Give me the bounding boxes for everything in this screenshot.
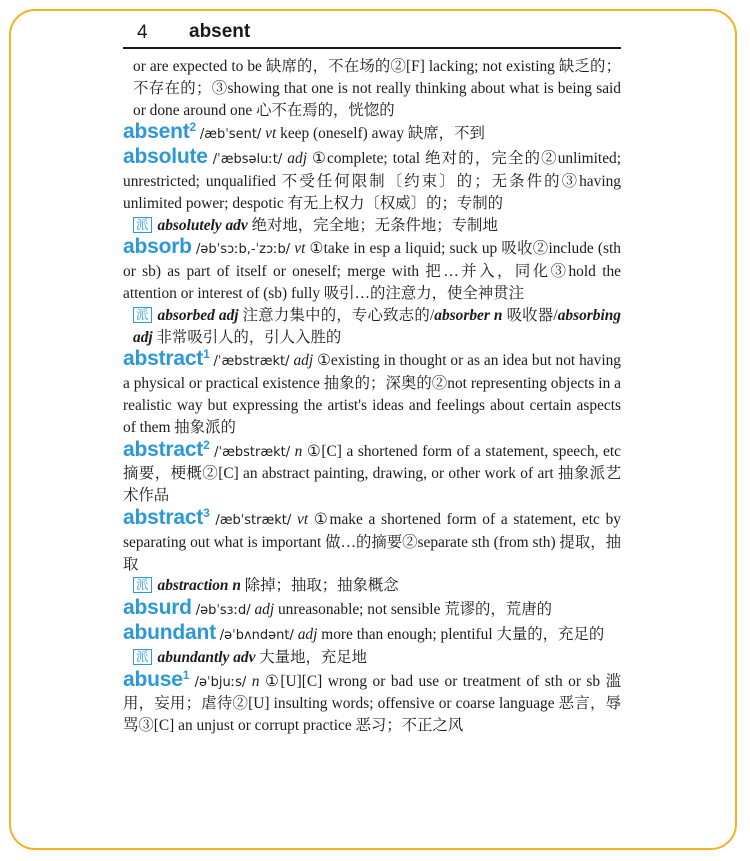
part-of-speech: adj <box>254 601 275 619</box>
definition: ①complete; total 绝对的，完全的②unlimited; unrestricted; unqualified 不受任何限制〔约束〕的；无条件的③having unlimited power; despotic 有无上权力〔权威〕的；专制的 <box>123 150 621 212</box>
derivative-gloss: 除掉；抽取；抽象概念 <box>244 577 399 595</box>
pronunciation: /ˈæbstrækt/ <box>213 354 290 370</box>
entry-abuse1 <box>123 669 621 737</box>
part-of-speech: n <box>251 672 260 690</box>
headword: abstract$^3$ <box>123 505 210 529</box>
definition: more than enough; plentiful 大量的，充足的 <box>321 625 605 643</box>
page-number: 4 <box>137 22 148 43</box>
entry-continuation: or are expected to be 缺席的，不在场的②[F] lacking; not existing 缺乏的；不存在的；③showing that one is not really thinking about what is being said or done around one 心不在焉的，恍惚的 <box>133 58 621 119</box>
derivatives <box>123 305 621 349</box>
definition: ①take in esp a liquid; suck up 吸收②include (sth or sb) as part of itself or oneself; merge with 把…并入，同化③hold the attention or interest of (sb) fully 吸引…的注意力，使全神贯注 <box>123 240 621 302</box>
part-of-speech: adj <box>287 150 307 168</box>
part-of-speech: vt <box>297 510 309 528</box>
definition: unreasonable; not sensible 荒谬的，荒唐的 <box>277 601 552 619</box>
derivatives <box>123 647 621 669</box>
pronunciation: /æbˈsent/ <box>199 127 262 143</box>
derivative-word: absolutely adv <box>157 216 248 234</box>
dictionary-content <box>123 56 621 737</box>
derivative-word: absorber n <box>434 306 503 324</box>
pronunciation: /əbˈsɜːd/ <box>195 603 251 619</box>
pronunciation: /ˈæbsəluːt/ <box>212 152 283 168</box>
derivative-badge-icon: 派 <box>133 307 152 323</box>
definition: ①[C] a shortened form of a statement, speech, etc 摘要，梗概②[C] an abstract painting, drawing, or other work of art 抽象派艺术作品 <box>123 442 621 505</box>
entry-absorb <box>123 236 621 304</box>
entry-list <box>123 121 621 737</box>
definition: ①[U][C] wrong or bad use or treatment of sth or sb 滥用，妄用；虐待②[U] insulting words; offensive or coarse language 恶言，辱骂③[C] an unjust or corrupt practice 恶习；不正之风 <box>123 672 621 735</box>
page-header <box>123 19 621 49</box>
pronunciation: /æbˈstrækt/ <box>215 512 292 528</box>
derivative-gloss: 大量地，充足地 <box>259 648 368 666</box>
entry-abstract2 <box>123 439 621 507</box>
pronunciation: /əˈbʌndənt/ <box>219 627 294 643</box>
homograph-number: 3 <box>203 505 210 520</box>
headword: absurd <box>123 596 192 620</box>
headword: absolute <box>123 145 208 169</box>
derivative-gloss: 绝对地，完全地；无条件地；专制地 <box>251 216 498 234</box>
entry-absurd <box>123 597 621 622</box>
entry-abstract1 <box>123 348 621 438</box>
derivative-badge-icon: 派 <box>133 217 152 233</box>
pronunciation: /əbˈsɔːb,-ˈzɔːb/ <box>195 242 291 258</box>
homograph-number: 1 <box>182 667 190 682</box>
part-of-speech: n <box>294 442 303 460</box>
derivative-badge-icon: 派 <box>133 577 152 593</box>
definition: ①existing in thought or as an idea but not having a physical or practical existence 抽象的；深奥的②not representing objects in a realistic way but expressing the artist's ideas and feelings about certain aspects of them 抽象派的 <box>123 352 621 436</box>
entry-absent2 <box>123 121 621 146</box>
derivative-word: abstraction n <box>157 577 241 595</box>
pronunciation: /ˈæbstrækt/ <box>214 444 291 460</box>
derivative-word: absorbed adj <box>157 306 239 324</box>
derivative-word: absorbing adj <box>133 306 621 346</box>
derivative-word: abundantly adv <box>157 648 256 666</box>
entry-abundant <box>123 622 621 647</box>
headword: absent$^2$ <box>123 120 196 144</box>
derivatives <box>123 215 621 237</box>
derivative-gloss: 非常吸引人的，引人入胜的 <box>156 328 342 346</box>
derivatives <box>123 575 621 597</box>
derivative-gloss: 注意力集中的，专心致志的/ <box>242 306 435 324</box>
headword: absorb <box>123 235 192 259</box>
derivative-badge-icon: 派 <box>133 649 152 665</box>
part-of-speech: vt <box>294 240 306 258</box>
homograph-number: 1 <box>203 347 210 362</box>
homograph-number: 2 <box>203 437 210 452</box>
headword: abstract$^1$ <box>123 347 210 371</box>
part-of-speech: adj <box>297 625 318 643</box>
headword: abundant <box>123 620 216 644</box>
part-of-speech: vt <box>265 125 277 143</box>
pronunciation: /əˈbjuːs/ <box>194 674 247 690</box>
entry-absolute <box>123 146 621 214</box>
guide-word: absent <box>189 21 251 42</box>
definition: ①make a shortened form of a statement, etc by separating out what is important 做…的摘要②separate sth (from sth) 提取，抽取 <box>123 510 621 573</box>
entry-abstract3 <box>123 507 621 575</box>
homograph-number: 2 <box>189 120 196 135</box>
definition: keep (oneself) away 缺席，不到 <box>280 125 485 143</box>
part-of-speech: adj <box>293 352 314 370</box>
derivative-gloss: 吸收器/ <box>506 306 558 324</box>
headword: abstract$^2$ <box>123 437 210 461</box>
headword: abuse$^1$ <box>123 667 190 691</box>
